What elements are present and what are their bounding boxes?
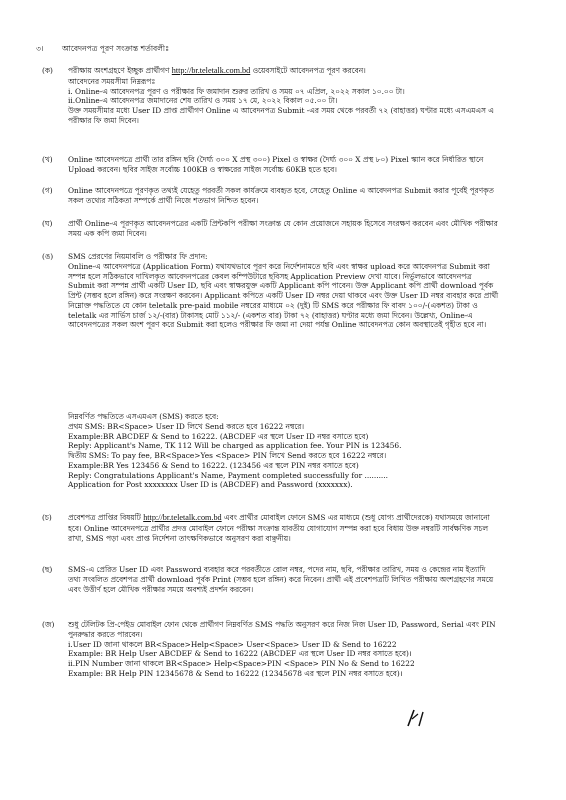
sms-instructions: [68, 412, 500, 490]
clause-ka: [42, 66, 500, 126]
clause-ka-start-date: i. Online-এ আবেদনপত্র পূরণ ও পরীক্ষার ফি জমাদান শুরুর তারিখ ও সময় ০৭ এপ্রিল, ২০২২ সকাল ১০.০০ টা।: [68, 86, 405, 96]
clause-marker: (ছ): [42, 565, 53, 574]
section-number: ৩।: [36, 44, 44, 53]
clause-cha: [42, 513, 500, 543]
sms-second: দ্বিতীয় SMS: To pay fee, BR<Space>Yes <Space> PIN লিখে Send করতে হবে 16222 নম্বরে।: [68, 451, 387, 461]
clause-marker: (গ): [42, 186, 53, 195]
clause-marker: (ঙ): [42, 252, 54, 261]
clause-ka-line1: [68, 66, 500, 77]
sms-intro: নিম্নবর্ণিত পদ্ধতিতে এসএমএস (SMS) করতে হবে:: [68, 412, 219, 421]
clause-ja-line3: Example: BR Help User ABCDEF & Send to 16222 (ABCDEF এর স্থলে User ID নম্বর বসাতে হবে)।: [68, 649, 412, 659]
sms-reply-2: Reply: Congratulations Applicant's Name, Payment completed successfully for ..........: [68, 470, 388, 480]
clause-chha: [42, 565, 500, 594]
clause-marker: (ঘ): [42, 219, 53, 228]
sms-reply-1: Reply: Applicant's Name, TK 112 Will be charged as application fee. Your PIN is 123456.: [68, 441, 402, 451]
sms-first: প্রথম SMS: BR<Space> User ID লিখে Send করতে হবে 16222 নম্বরে।: [68, 421, 304, 431]
clause-marker: (ক): [42, 66, 53, 75]
sms-post-line: Application for Post xxxxxxxx User ID is (ABCDEF) and Password (xxxxxxx).: [68, 480, 353, 490]
clause-ja-line5: Example: BR Help PIN 12345678 & Send to 16222 (12345678 এর স্থলে PIN নম্বর বসাতে হবে)।: [68, 668, 403, 678]
clause-ja-line1: শুধু টেলিটক প্রি-পেইড মোবাইল ফোন থেকে প্রার্থীগণ নিম্নবর্ণিত SMS পদ্ধতি অনুসরণ করে নিজ নিজ User ID, Password, Serial এবং PIN পুনরুদ্ধার করতে পারবেন।: [68, 620, 496, 639]
clause-marker: (চ): [42, 513, 52, 522]
teletalk-link[interactable]: http://br.teletalk.com.bd: [143, 513, 222, 522]
clause-ka-fee-deadline: উক্ত সময়সীমার মধ্যে User ID প্রাপ্ত প্রার্থীগণ Online এ আবেদনপত্র Submit -এর সময় থেকে পরবর্তী ৭২ (বাহাত্তর) ঘণ্টার মধ্যে এসএমএস এ পরীক্ষার ফি জমা দিবেন।: [68, 106, 494, 125]
clause-marker: (খ): [42, 155, 53, 164]
clause-text: এবং প্রার্থীর মোবাইল ফোনে SMS এর মাধ্যমে (শুধু যোগ্য প্রার্থীদেরকে) যথাসময়ে জানানো হবে। Online আবেদনপত্রে প্রার্থীর প্রদত্ত মোবাইল ফোনে পরীক্ষা সংক্রান্ত যাবতীয় যোগাযোগ সম্পন্ন করা হবে বিধায় উক্ত নম্বরটি সার্বক্ষণিক সচল রাখা, SMS পড়া এবং প্রাপ্ত নির্দেশনা তাৎক্ষণিকভাবে অনুসরণ করা বাঞ্ছনীয়।: [68, 513, 490, 543]
clause-nga-text: Online-এ আবেদনপত্রে (Application Form) যথাযথভাবে পূরণ করে নির্দেশনামতে ছবি এবং স্বাক্ষর upload করে আবেদনপত্র Submit করা সম্পন্ন হলে সঠিকভাবে দাখিলকৃত আবেদনপত্রের কেবল কম্পিউটারে ছবিসহ Application Preview দেখা যাবে। নির্ভুলভাবে আবেদনপত্র Submit করা সম্পন্ন প্রার্থী একটি User ID, ছবি এবং স্বাক্ষরযুক্ত একটি Applicant কপি পাবেন। উক্ত Applicant কপি প্রার্থী download পূর্বক প্রিন্ট (সম্ভব হলে রঙ্গিন) করে সংরক্ষণ করবেন। Applicant কপিতে একটি User ID নম্বর দেয়া থাকবে এবং উক্ত User ID নম্বর ব্যবহার করে প্রার্থী নিম্নোক্ত পদ্ধতিতে যে কোন teletalk pre-paid mobile নম্বরের মাধ্যমে ০২ (দুই) টি SMS করে পরীক্ষার ফি বাবদ ১০০/-(একশত) টাকা ও teletalk এর সার্ভিস চার্জ ১২/-(বার) টাকাসহ মোট ১১২/- (একশত বার) টাকা ৭২ (বাহাত্তর) ঘণ্টার মধ্যে জমা দিবেন। উল্লেখ্য, Online-এ আবেদনপত্রের সকল অংশ পূরণ করে Submit করা হলেও পরীক্ষার ফি জমা না দেয়া পর্যন্ত Online আবেদনপত্র কোন অবস্থাতেই গৃহীত হবে না।: [68, 261, 499, 330]
clause-ja: [42, 620, 500, 679]
clause-cha-text: [68, 513, 500, 543]
clause-ja-line2: i.User ID জানা থাকলে BR<Space>Help<Space> User<Space> User ID & Send to 16222: [68, 639, 397, 649]
handwritten-signature: [404, 706, 428, 730]
sms-example-2: Example:BR Yes 123456 & Send to 16222. (123456 এর স্থলে PIN নম্বর বসাতে হবে): [68, 460, 359, 470]
section-title: আবেদনপত্র পূরণ সংক্রান্ত শর্তাবলীঃ: [62, 44, 170, 53]
clause-gha-text: প্রার্থী Online-এ পূরণকৃত আবেদনপত্রের একটি প্রিন্টকপি পরীক্ষা সংক্রান্ত যে কোন প্রয়োজনে সহায়ক হিসেবে সংরক্ষণ করবেন এবং মৌখিক পরীক্ষার সময় এক কপি জমা দিবেন।: [68, 219, 498, 238]
section-heading: [36, 44, 170, 54]
clause-text: ওয়েবসাইটে আবেদনপত্র পূরণ করবেন।: [250, 66, 366, 75]
clause-nga: [42, 252, 500, 330]
clause-gha: [42, 219, 500, 239]
teletalk-link[interactable]: http://br.teletalk.com.bd: [171, 66, 251, 75]
clause-text: প্রবেশপত্র প্রাপ্তির বিষয়টি: [68, 513, 144, 522]
sms-example-1: Example:BR ABCDEF & Send to 16222. (ABCDEF এর স্থলে User ID নম্বর বসাতে হবে): [68, 431, 369, 441]
clause-ga: [42, 186, 500, 206]
clause-marker: (জ): [42, 620, 55, 629]
clause-nga-title: SMS প্রেরণের নিয়মাবলি ও পরীক্ষার ফি প্রদান:: [68, 252, 208, 261]
clause-ka-line2: আবেদনের সময়সীমা নিম্নরূপঃ: [68, 76, 156, 86]
clause-chha-text: SMS-এ প্রেরিত User ID এবং Password ব্যবহার করে পরবর্তীতে রোল নম্বর, পদের নাম, ছবি, পরীক্ষার তারিখ, সময় ও কেন্দ্রের নাম ইত্যাদি তথ্য সংবলিত প্রবেশপত্র প্রার্থী download পূর্বক Print (সম্ভব হলে রঙ্গিন) করে নিবেন। প্রার্থী এই প্রবেশপত্রটি লিখিত পরীক্ষায় অংশগ্রহণের সময়ে এবং উত্তীর্ণ হলে মৌখিক পরীক্ষার সময়ে অবশ্যই প্রদর্শন করবেন।: [68, 565, 494, 594]
clause-ka-end-date: ii.Online-এ আবেদনপত্র জমাদানের শেষ তারিখ ও সময় ১৭ মে, ২০২২ বিকাল ০৫.০০ টা।: [68, 96, 338, 106]
clause-ga-text: Online আবেদনপত্রে পূরণকৃত তথ্যই যেহেতু পরবর্তী সকল কার্যক্রমে ব্যবহৃত হবে, সেহেতু Online এ আবেদনপত্র Submit করার পূর্বেই পূরণকৃত সকল তথ্যের সঠিকতা সম্পর্কে প্রার্থী নিজে শতভাগ নিশ্চিত হবেন।: [68, 186, 494, 205]
clause-kha: [42, 155, 500, 175]
clause-kha-text: Online আবেদনপত্রে প্রার্থী তার রঙ্গিন ছবি (দৈর্ঘ্য ৩০০ X প্রস্থ ৩০০) Pixel ও স্বাক্ষর (দৈর্ঘ্য ৩০০ X প্রস্থ ৮০) Pixel স্ক্যান করে নির্ধারিত স্থানে Upload করবেন। ছবির সাইজ সর্বোচ্চ 100KB ও স্বাক্ষরের সাইজ সর্বোচ্চ 60KB হতে হবে।: [68, 155, 484, 174]
clause-ja-line4: ii.PIN Number জানা থাকলে BR<Space> Help<Space>PIN <Space> PIN No & Send to 16222: [68, 659, 415, 669]
clause-text: পরীক্ষায় অংশগ্রহণে ইচ্ছুক প্রার্থীগণ: [68, 66, 172, 75]
